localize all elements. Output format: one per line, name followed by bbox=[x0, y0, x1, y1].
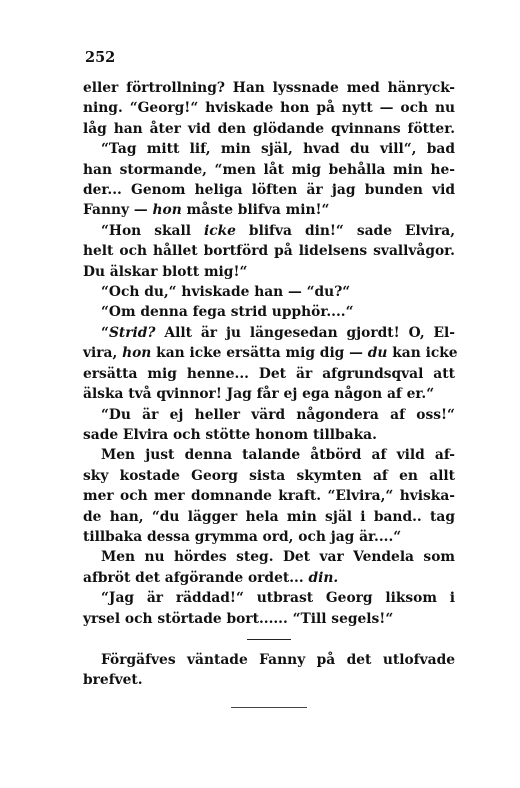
page-number: 252 bbox=[85, 49, 116, 66]
text-line: helt och hållet bortförd på lidelsens svallvågor. bbox=[83, 243, 455, 260]
emphasis: Strid? bbox=[108, 324, 156, 341]
text-line: Du älskar blott mig!“ bbox=[83, 263, 248, 280]
text-line: eller förtrollning? Han lyssnade med hänryck- bbox=[83, 80, 455, 96]
text-line: de han, “du lägger hela min själ i band.. tag bbox=[83, 508, 455, 525]
text-line: afbröt det afgörande ordet... din. bbox=[83, 569, 339, 586]
emphasis: hon bbox=[152, 202, 182, 219]
text-line: sade Elvira och stötte honom tillbaka. bbox=[83, 426, 377, 443]
text-line: yrsel och störtade bort...... “Till segels!“ bbox=[83, 610, 394, 627]
text-line: vira, hon kan icke ersätta mig dig — du kan icke bbox=[83, 345, 458, 362]
text-line: “Och du,“ hviskade han — “du?“ bbox=[101, 284, 351, 301]
emphasis: du bbox=[367, 345, 388, 362]
book-page bbox=[83, 48, 458, 708]
text-line: sky kostade Georg sista skymten af en allt bbox=[83, 467, 455, 484]
text-line: tillbaka dessa grymma ord, och jag är....“ bbox=[83, 528, 402, 545]
emphasis: icke bbox=[203, 222, 236, 239]
text-line: Förgäfves väntade Fanny på det utlofvade bbox=[101, 651, 455, 668]
text-line: låg han åter vid den glödande qvinnans fötter. bbox=[83, 120, 455, 137]
text-line: “Jag är räddad!“ utbrast Georg liksom i bbox=[101, 590, 455, 607]
text-line: “Du är ej heller värd någondera af oss!“ bbox=[101, 406, 455, 423]
text-line: Fanny — hon måste blifva min!“ bbox=[83, 202, 330, 219]
text-line: Men nu hördes steg. Det var Vendela som bbox=[101, 549, 455, 566]
section-divider bbox=[247, 639, 291, 640]
text-line: ning. “Georg!“ hviskade hon på nytt — och nu bbox=[83, 100, 455, 117]
text-line: han stormande, “men låt mig behålla min he- bbox=[83, 161, 455, 178]
text-line: “Hon skall icke blifva din!“ sade Elvira, bbox=[101, 222, 456, 239]
closing-text bbox=[83, 650, 455, 691]
text-line: der... Genom heliga löften är jag bunden vid bbox=[83, 182, 455, 199]
text-line: älska två qvinnor! Jag får ej ega någon af er.“ bbox=[83, 386, 435, 403]
emphasis: hon bbox=[122, 345, 152, 362]
text-line: Men just denna talande åtbörd af vild af- bbox=[101, 447, 455, 464]
text-line: “Tag mitt lif, min själ, hvad du vill“, bad bbox=[101, 141, 455, 158]
text-line: ersätta mig henne... Det är afgrundsqval att bbox=[83, 365, 455, 382]
body-text bbox=[83, 78, 458, 629]
emphasis: din. bbox=[308, 569, 339, 586]
text-line: brefvet. bbox=[83, 672, 143, 689]
text-line: mer och mer domnande kraft. “Elvira,“ hviska- bbox=[83, 488, 455, 505]
text-line: “Om denna fega strid upphör....“ bbox=[101, 304, 354, 321]
text-line: “Strid? Allt är ju längesedan gjordt! O, El- bbox=[101, 324, 455, 341]
footer-rule bbox=[231, 707, 307, 708]
